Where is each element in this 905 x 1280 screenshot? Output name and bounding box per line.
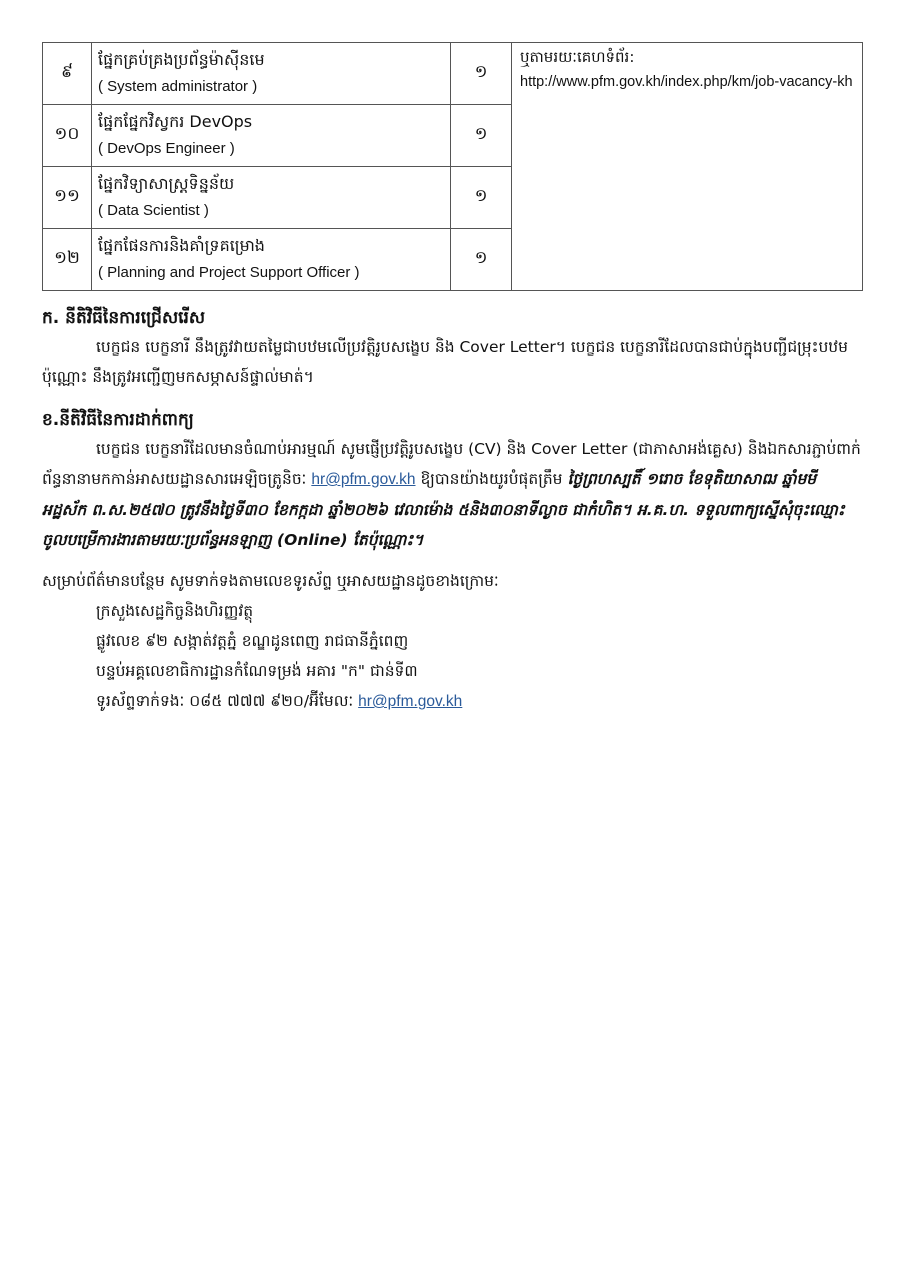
email-link[interactable]: hr@pfm.gov.kh [311,471,416,488]
section-b-heading: ខ.នីតិវិធីនៃការដាក់ពាក្យ [42,410,194,430]
contact-ministry: ក្រសួងសេដ្ឋកិច្ចនិងហិរញ្ញវត្ថុ [96,602,254,620]
job-title-en: ( DevOps Engineer ) [98,139,235,157]
job-vacancy-table [42,42,863,291]
row-number: ១២ [43,229,92,291]
selection-procedure-section [42,304,863,392]
job-title-km: ផ្នែកវិទ្យាសាស្ត្រទិន្នន័យ [98,173,235,193]
section-a-heading: ក. នីតិវិធីនៃការជ្រើសរើស [42,308,206,328]
job-title-cell [92,167,451,229]
contact-intro: សម្រាប់ព័ត៌មានបន្ថែម សូមទាក់ទងតាមលេខទូរស័ព្ទ ឬអាសយដ្ឋានដូចខាងក្រោមៈ [42,572,499,590]
job-title-en: ( System administrator ) [98,77,258,95]
job-title-en: ( Planning and Project Support Officer ) [98,263,360,281]
row-number: ១០ [43,105,92,167]
deadline-text: ថ្ងៃព្រហស្បតិ៍ ១រោច ខែទុតិយាសាឍ ឆ្នាំមមី អដ្ឋស័ក ព.ស.២៥៧០ ត្រូវនឹងថ្ងៃទី៣០ ខែកក្កដា ឆ្នាំ២០២៦ វេលាម៉ោង ៥និង៣០នាទីល្ងាច ជាកំហិត។ អ.គ.ហ. ទទួលពាក្យស្នើសុំចុះឈ្មោះចូលបម្រើការងារតាមរយៈប្រព័ន្ធអនឡាញ (Online) តែប៉ុណ្ណោះ។ [42,470,845,549]
contact-office: បន្ទប់អគ្គលេខាធិការដ្ឋានកំណែទម្រង់ អគារ "ក" ជាន់ទី៣ [96,662,418,680]
vacancy-url-link[interactable]: http://www.pfm.gov.kh/index.php/km/job-vacancy-kh [520,74,853,90]
position-count: ១ [451,229,512,291]
phone-label: ទូរស័ព្ទទាក់ទងៈ ០៨៥ ៧៧៧ ៩២០/អ៊ីមែលៈ [96,692,359,710]
position-count: ១ [451,167,512,229]
job-title-en: ( Data Scientist ) [98,201,209,219]
job-title-cell [92,105,451,167]
contact-email-link[interactable]: hr@pfm.gov.kh [358,693,463,710]
section-b-text [42,434,863,555]
job-title-km: ផ្នែកគ្រប់គ្រងប្រព័ន្ធម៉ាស៊ីនមេ [98,49,265,69]
contact-section [42,566,863,717]
job-title-km: ផ្នែកផ្នែកវិស្វករ DevOps [98,111,253,131]
position-count: ១ [451,105,512,167]
section-a-text: បេក្ខជន បេក្ខនារី នឹងត្រូវវាយតម្លៃជាបឋមលើប្រវត្តិរូបសង្ខេប និង Cover Letter។ បេក្ខជន បេក្ខនារីដែលបានជាប់ក្នុងបញ្ជីជម្រុះបឋមប៉ុណ្ណោះ នឹងត្រូវអញ្ជើញមកសម្ភាសន៍ផ្ទាល់មាត់។ [42,338,848,386]
contact-details [42,596,863,717]
application-note-cell [512,43,863,291]
table-row [43,43,863,105]
row-number: ៩ [43,43,92,105]
section-b-text-2: ឱ្យបានយ៉ាងយូរបំផុតត្រឹម [415,470,568,488]
note-label: ឬតាមរយៈគេហទំព័រ: [520,48,635,66]
application-procedure-section [42,406,863,555]
section-b-text-1: បេក្ខជន បេក្ខនារីដែលមានចំណាប់អារម្មណ៍ សូមផ្ញើប្រវត្តិរូបសង្ខេប (CV) និង Cover Letter (ជាភាសាអង់គ្លេស) និងឯកសារភ្ជាប់ពាក់ព័ន្ធនានាមកកាន់អាសយដ្ឋានសារអេឡិចត្រូនិចៈ [42,440,861,488]
position-count: ១ [451,43,512,105]
contact-phone-email [42,686,863,717]
job-title-cell [92,229,451,291]
row-number: ១១ [43,167,92,229]
contact-address: ផ្លូវលេខ ៩២ សង្កាត់វត្តភ្នំ ខណ្ឌដូនពេញ រាជធានីភ្នំពេញ [96,632,409,650]
job-title-cell [92,43,451,105]
job-title-km: ផ្នែកផែនការនិងគាំទ្រគម្រោង [98,235,265,255]
